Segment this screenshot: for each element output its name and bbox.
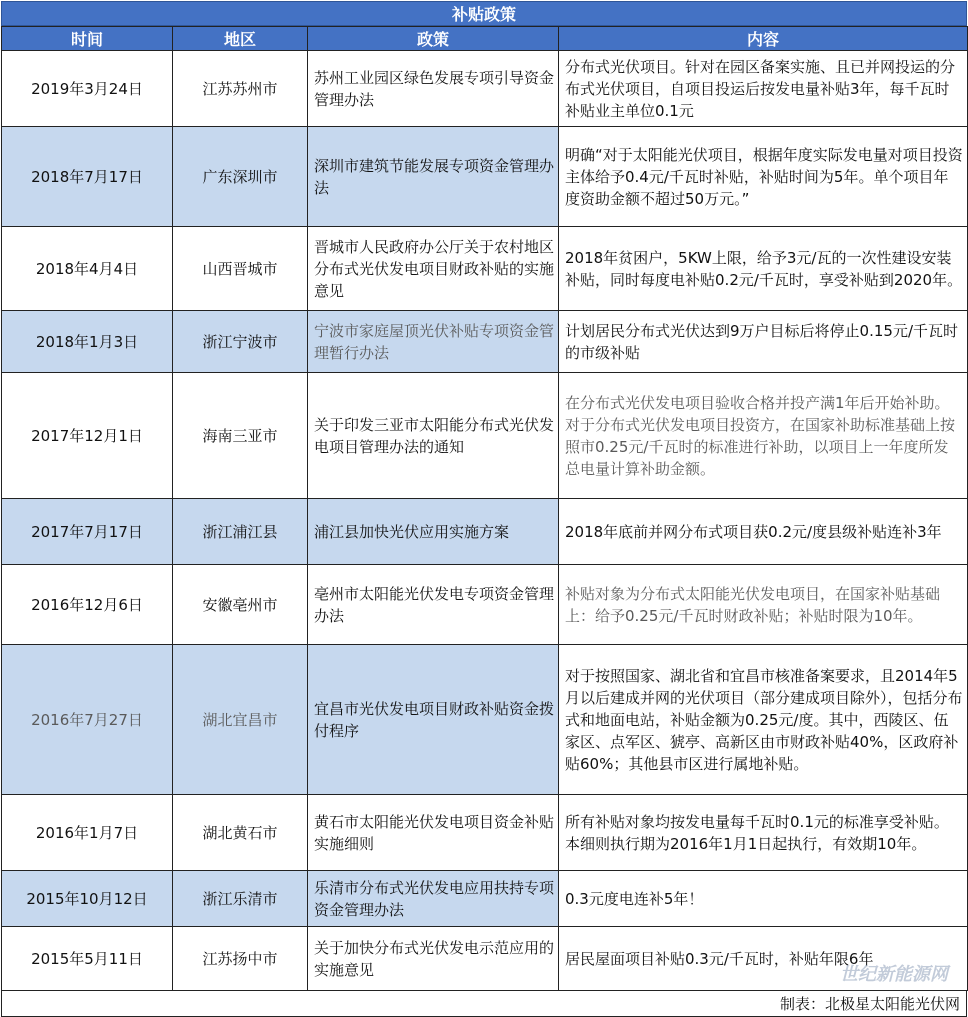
row-date: 2015年5月11日 xyxy=(2,927,173,991)
row-policy: 浦江县加快光伏应用实施方案 xyxy=(308,499,559,565)
row-policy: 关于加快分布式光伏发电示范应用的实施意见 xyxy=(308,927,559,991)
row-region: 安徽亳州市 xyxy=(173,565,308,645)
subsidy-policy-table xyxy=(1,26,968,991)
header-time: 时间 xyxy=(2,27,173,51)
row-policy: 关于印发三亚市太阳能分布式光伏发电项目管理办法的通知 xyxy=(308,373,559,499)
row-content: 计划居民分布式光伏达到9万户目标后将停止0.15元/千瓦时的市级补贴 xyxy=(559,311,968,373)
row-policy: 晋城市人民政府办公厅关于农村地区分布式光伏发电项目财政补贴的实施意见 xyxy=(308,227,559,311)
header-row xyxy=(2,27,968,51)
table-title: 补贴政策 xyxy=(1,1,967,26)
row-policy: 亳州市太阳能光伏发电专项资金管理办法 xyxy=(308,565,559,645)
row-content: 居民屋面项目补贴0.3元/千瓦时，补贴年限6年 xyxy=(559,927,968,991)
table-row xyxy=(2,795,968,871)
row-content: 分布式光伏项目。针对在园区备案实施、且已并网投运的分布式光伏项目，自项目投运后按发电量补贴3年，每千瓦时补贴业主单位0.1元 xyxy=(559,51,968,127)
row-region: 山西晋城市 xyxy=(173,227,308,311)
table-row xyxy=(2,871,968,927)
row-date: 2016年1月7日 xyxy=(2,795,173,871)
row-region: 广东深圳市 xyxy=(173,127,308,227)
row-policy: 乐清市分布式光伏发电应用扶持专项资金管理办法 xyxy=(308,871,559,927)
row-date: 2018年4月4日 xyxy=(2,227,173,311)
row-date: 2019年3月24日 xyxy=(2,51,173,127)
row-region: 江苏苏州市 xyxy=(173,51,308,127)
table-row xyxy=(2,565,968,645)
header-content: 内容 xyxy=(559,27,968,51)
table-row xyxy=(2,927,968,991)
header-region: 地区 xyxy=(173,27,308,51)
row-date: 2018年7月17日 xyxy=(2,127,173,227)
row-content: 所有补贴对象均按发电量每千瓦时0.1元的标准享受补贴。本细则执行期为2016年1月1日起执行，有效期10年。 xyxy=(559,795,968,871)
row-policy: 宜昌市光伏发电项目财政补贴资金拨付程序 xyxy=(308,645,559,795)
row-policy: 宁波市家庭屋顶光伏补贴专项资金管理暂行办法 xyxy=(308,311,559,373)
table-row xyxy=(2,51,968,127)
row-region: 海南三亚市 xyxy=(173,373,308,499)
row-content: 2018年贫困户，5KW上限，给予3元/瓦的一次性建设安装补贴，同时每度电补贴0.2元/千瓦时，享受补贴到2020年。 xyxy=(559,227,968,311)
table-row xyxy=(2,645,968,795)
table-row xyxy=(2,127,968,227)
row-date: 2016年7月27日 xyxy=(2,645,173,795)
row-policy: 深圳市建筑节能发展专项资金管理办法 xyxy=(308,127,559,227)
table-row xyxy=(2,499,968,565)
row-region: 湖北宜昌市 xyxy=(173,645,308,795)
row-date: 2018年1月3日 xyxy=(2,311,173,373)
row-region: 湖北黄石市 xyxy=(173,795,308,871)
row-date: 2017年7月17日 xyxy=(2,499,173,565)
row-date: 2017年12月1日 xyxy=(2,373,173,499)
watermark-logo: 世纪新能源网 xyxy=(840,964,948,985)
row-content: 对于按照国家、湖北省和宜昌市核准备案要求，且2014年5月以后建成并网的光伏项目（部分建成项目除外），包括分布式和地面电站，补贴金额为0.25元/度。其中，西陵区、伍家区、点军区、猇亭、高新区由市财政补贴40%，区政府补贴60%；其他县市区进行属地补贴。 xyxy=(559,645,968,795)
row-region: 浙江乐清市 xyxy=(173,871,308,927)
table-row xyxy=(2,373,968,499)
table-row xyxy=(2,311,968,373)
row-policy: 苏州工业园区绿色发展专项引导资金管理办法 xyxy=(308,51,559,127)
row-region: 江苏扬中市 xyxy=(173,927,308,991)
row-content: 补贴对象为分布式太阳能光伏发电项目，在国家补贴基础上：给予0.25元/千瓦时财政补贴；补贴时限为10年。 xyxy=(559,565,968,645)
row-date: 2015年10月12日 xyxy=(2,871,173,927)
row-content: 在分布式光伏发电项目验收合格并投产满1年后开始补助。对于分布式光伏发电项目投资方，在国家补助标准基础上按照市0.25元/千瓦时的标准进行补助，以项目上一年度所发总电量计算补助金额。 xyxy=(559,373,968,499)
row-region: 浙江浦江县 xyxy=(173,499,308,565)
row-policy: 黄石市太阳能光伏发电项目资金补贴实施细则 xyxy=(308,795,559,871)
policy-table-container xyxy=(1,1,967,1017)
row-region: 浙江宁波市 xyxy=(173,311,308,373)
header-policy: 政策 xyxy=(308,27,559,51)
row-content: 明确“对于太阳能光伏项目，根据年度实际发电量对项目投资主体给予0.4元/千瓦时补贴，补贴时间为5年。单个项目年度资助金额不超过50万元。” xyxy=(559,127,968,227)
table-row xyxy=(2,227,968,311)
row-date: 2016年12月6日 xyxy=(2,565,173,645)
table-source-footer: 制表：北极星太阳能光伏网 xyxy=(1,991,967,1017)
row-content: 2018年底前并网分布式项目获0.2元/度县级补贴连补3年 xyxy=(559,499,968,565)
row-content: 0.3元度电连补5年！ xyxy=(559,871,968,927)
